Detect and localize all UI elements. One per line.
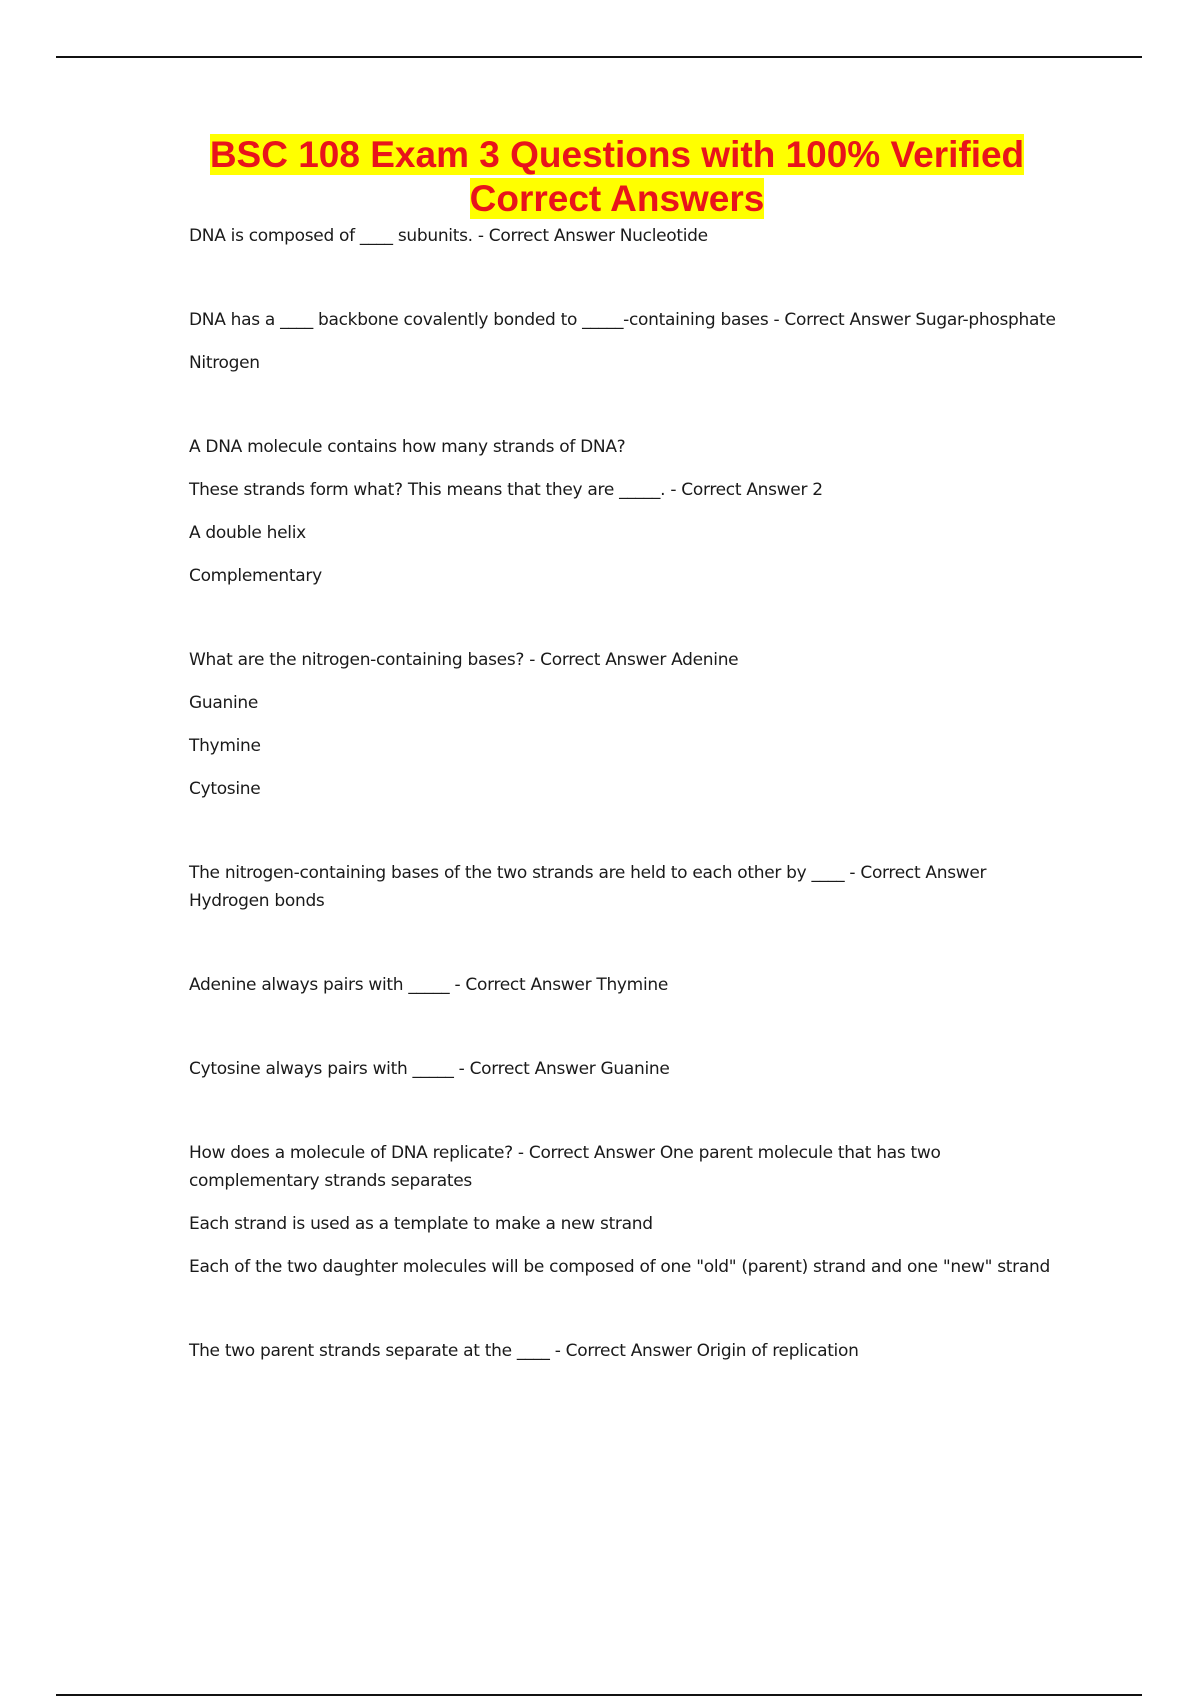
qa-line: How does a molecule of DNA replicate? - Correct Answer One parent molecule that has two complementary strands separates	[189, 1143, 941, 1191]
qa-line: The two parent strands separate at the ____ - Correct Answer Origin of replication	[189, 1341, 859, 1361]
qa-line: Nitrogen	[189, 353, 260, 373]
qa-line: DNA has a ____ backbone covalently bonded to _____-containing bases - Correct Answer Sugar-phosphate	[189, 310, 1056, 330]
document-title-text: BSC 108 Exam 3 Questions with 100% Verified Correct Answers	[209, 134, 1025, 219]
header-rule	[56, 56, 1142, 58]
qa-line: Adenine always pairs with _____ - Correct Answer Thymine	[189, 975, 668, 995]
qa-block-9	[189, 1337, 1069, 1365]
qa-block-1	[189, 222, 1069, 250]
qa-line: Guanine	[189, 693, 258, 713]
qa-line: These strands form what? This means that they are _____. - Correct Answer 2	[189, 480, 823, 500]
document-body	[189, 222, 1069, 1421]
qa-line: Each strand is used as a template to make a new strand	[189, 1214, 653, 1234]
qa-block-7	[189, 1055, 1069, 1083]
qa-line: A double helix	[189, 523, 306, 543]
qa-block-3	[189, 433, 1069, 590]
qa-line: Complementary	[189, 566, 322, 586]
qa-line: Thymine	[189, 736, 261, 756]
qa-line: What are the nitrogen-containing bases? - Correct Answer Adenine	[189, 650, 739, 670]
qa-line: A DNA molecule contains how many strands of DNA?	[189, 437, 626, 457]
document-title	[150, 133, 1084, 221]
qa-line: DNA is composed of ____ subunits. - Correct Answer Nucleotide	[189, 226, 708, 246]
qa-line: Cytosine	[189, 779, 261, 799]
qa-line: Cytosine always pairs with _____ - Correct Answer Guanine	[189, 1059, 670, 1079]
qa-block-2	[189, 306, 1069, 377]
qa-block-8	[189, 1139, 1069, 1281]
qa-block-5	[189, 859, 1069, 915]
footer-rule	[56, 1694, 1142, 1696]
qa-line: The nitrogen-containing bases of the two strands are held to each other by ____ - Correct Answer Hydrogen bonds	[189, 863, 987, 911]
qa-block-4	[189, 646, 1069, 803]
qa-line: Each of the two daughter molecules will be composed of one "old" (parent) strand and one "new" strand	[189, 1257, 1050, 1277]
qa-block-6	[189, 971, 1069, 999]
